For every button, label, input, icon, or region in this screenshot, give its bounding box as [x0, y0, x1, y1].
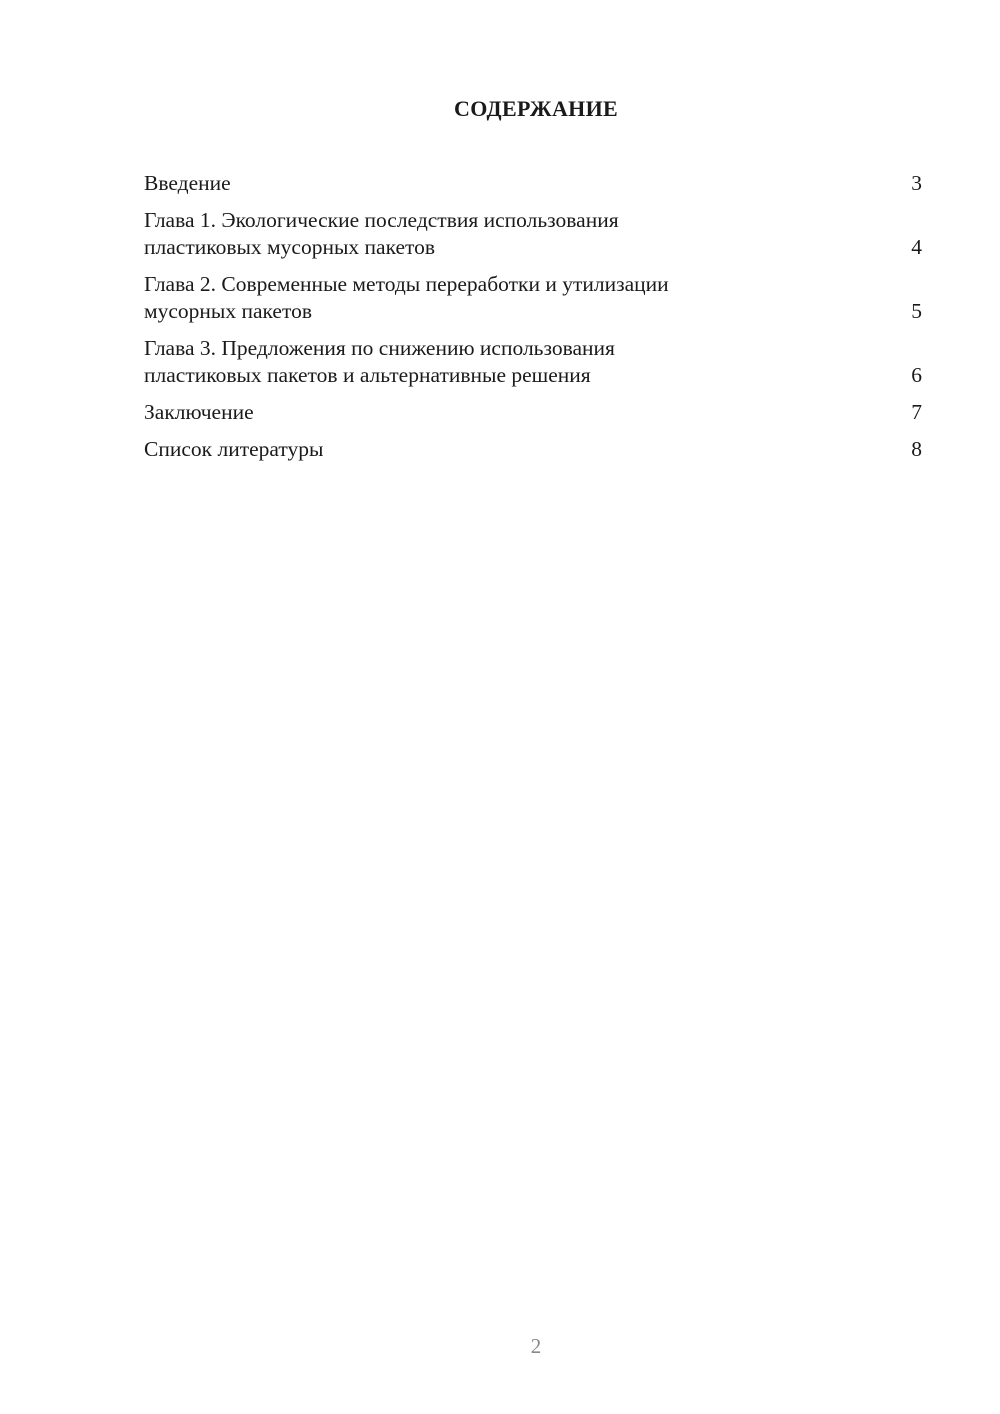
toc-entry-text [144, 399, 254, 426]
toc-page-number: 5 [911, 299, 922, 323]
toc-entry-text [144, 335, 615, 389]
toc-entry-line: Глава 2. Современные методы переработки и утилизации [144, 272, 669, 296]
toc-entry-text [144, 436, 323, 463]
toc-entry-introduction [144, 170, 920, 197]
toc-entry-line: Глава 3. Предложения по снижению использования [144, 336, 615, 360]
toc-entry-text [144, 170, 231, 197]
toc-entry-line: Глава 1. Экологические последствия использования [144, 208, 619, 232]
toc-entry-chapter-2 [144, 271, 920, 325]
table-of-contents [144, 170, 920, 473]
toc-entry-line: Заключение [144, 400, 254, 424]
toc-page-number: 6 [911, 363, 922, 387]
page-title: СОДЕРЖАНИЕ [454, 96, 618, 121]
toc-entry-text [144, 271, 669, 325]
toc-entry-chapter-3 [144, 335, 920, 389]
toc-entry-line: пластиковых мусорных пакетов [144, 235, 436, 259]
toc-entry-conclusion [144, 399, 920, 426]
toc-entry-chapter-1 [144, 207, 920, 261]
toc-entry-line: пластиковых пакетов и альтернативные решения [144, 363, 591, 387]
toc-page-number: 4 [911, 235, 922, 259]
toc-entry-line: Введение [144, 171, 231, 195]
toc-entry-text [144, 207, 619, 261]
toc-entry-line: Список литературы [144, 437, 324, 461]
toc-entry-line: мусорных пакетов [144, 299, 312, 323]
toc-page-number: 3 [911, 171, 922, 195]
toc-entry-references [144, 436, 920, 463]
toc-page-number: 8 [911, 437, 922, 461]
toc-page-number: 7 [911, 400, 922, 424]
page-number: 2 [530, 1334, 542, 1358]
